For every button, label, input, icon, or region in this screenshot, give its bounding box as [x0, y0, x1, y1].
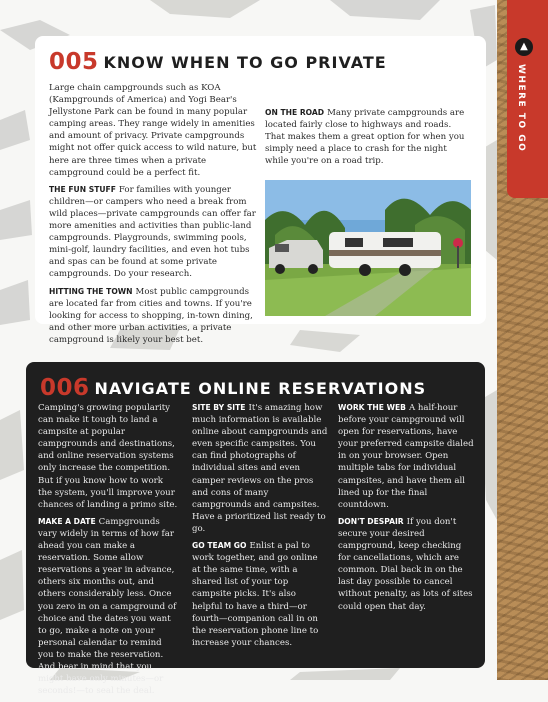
section-number: 005: [49, 49, 99, 75]
make-date-lead: MAKE A DATE: [38, 516, 96, 526]
make-date-text: Campgrounds vary widely in terms of how far ahead you can make a reservation. Some allow reservations a year in advance, others six months out, and others considerably less. Once you zero in on a campground of choice and the dates you want to go, make a note on your personal calendar to remind you to make the reservation. And bear in mind that you might have only minutes—or seconds!—to seal the deal.: [38, 516, 177, 697]
dont-despair-paragraph: [338, 516, 474, 613]
section-number: 006: [40, 375, 90, 401]
section-006-column-3: [338, 402, 474, 618]
site-by-site-paragraph: [192, 402, 328, 535]
side-tab-label: WHERE TO GO: [516, 64, 526, 153]
section-006-heading: [40, 375, 426, 401]
section-005-heading: [49, 49, 387, 75]
site-by-site-lead: SITE BY SITE: [192, 403, 246, 412]
work-web-lead: WORK THE WEB: [338, 403, 406, 412]
site-by-site-text: It's amazing how much information is available online about campgrounds and even specific campsites. You can find photographs of individual sites and even camper reviews on the pros and cons of many campgrounds and campsites. Have a prioritized list ready to go.: [192, 403, 328, 534]
intro-paragraph: Large chain campgrounds such as KOA (Kampgrounds of America) and Yogi Bear's Jellystone Park can be found in many popular camping areas. They range widely in amenities and amount of privacy. Private campgrounds might not offer quick access to wild nature, but here are three times when a private campground could be a perfect fit.: [49, 83, 257, 178]
hitting-town-text: Most public campgrounds are located far from cities and towns. If you're looking for access to shopping, in-town dining, and other more urban activities, a private campground is likely your best bet.: [49, 286, 253, 345]
section-006-column-1: [38, 402, 178, 702]
section-006-card: [26, 362, 485, 697]
intro-paragraph: Camping's growing popularity can make it tough to land a campsite at popular campgrounds and destinations, and online reservation systems only increase the competition. But if you know how to work the system, you'll improve your chances of landing a primo site.: [38, 403, 178, 510]
on-road-lead: ON THE ROAD: [265, 108, 325, 117]
hitting-town-paragraph: [49, 286, 261, 346]
go-team-paragraph: [192, 540, 328, 649]
section-title: KNOW WHEN TO GO PRIVATE: [103, 52, 387, 72]
work-web-text: A half-hour before your campground will open for reservations, have your preferred campsite dialed in on your browser. Open multiple tabs for individual campsites, and have them all lined up for the final countdown.: [338, 403, 474, 510]
hitting-town-lead: HITTING THE TOWN: [49, 286, 133, 296]
fun-stuff-lead: THE FUN STUFF: [49, 184, 116, 194]
section-005-column-left: [49, 82, 261, 351]
on-road-text: Many private campgrounds are located fairly close to highways and roads. That makes them a great option for when you simply need a place to crash for the night while you're on a road trip.: [265, 108, 465, 167]
go-team-lead: GO TEAM GO: [192, 541, 247, 551]
fun-stuff-text: For families with younger children—or campers who need a break from wild places—private campgrounds can offer far more amenities and activities than public-land campgrounds. Playgrounds, swimming pools, mini-golf, laundry facilities, and even hot tubs and spas can be found at some private campgrounds. Do your research.: [49, 184, 256, 280]
dont-despair-text: If you don't secure your desired campground, keep checking for cancellations, which are common. Dial back in on the last day possible to cancel without penalty, as lots of sites could open that day.: [338, 516, 473, 612]
fun-stuff-paragraph: [49, 184, 261, 281]
section-006-column-2: [192, 402, 328, 654]
on-road-paragraph: [265, 107, 471, 167]
section-005-column-right: [265, 107, 471, 172]
campground-photo: [265, 180, 471, 316]
go-team-text: Enlist a pal to work together, and go online at the same time, with a shared list of your top campsite picks. It's also helpful to have a third—or fourth—companion call in on the reservation phone line to increase your chances.: [192, 541, 319, 648]
dont-despair-lead: DON'T DESPAIR: [338, 516, 404, 526]
work-web-paragraph: [338, 402, 474, 511]
make-date-paragraph: [38, 516, 178, 697]
section-title: NAVIGATE ONLINE RESERVATIONS: [94, 378, 427, 398]
side-tab[interactable]: [507, 0, 548, 198]
chevron-up-icon: ▲: [515, 38, 533, 56]
section-005-card: [35, 36, 486, 345]
